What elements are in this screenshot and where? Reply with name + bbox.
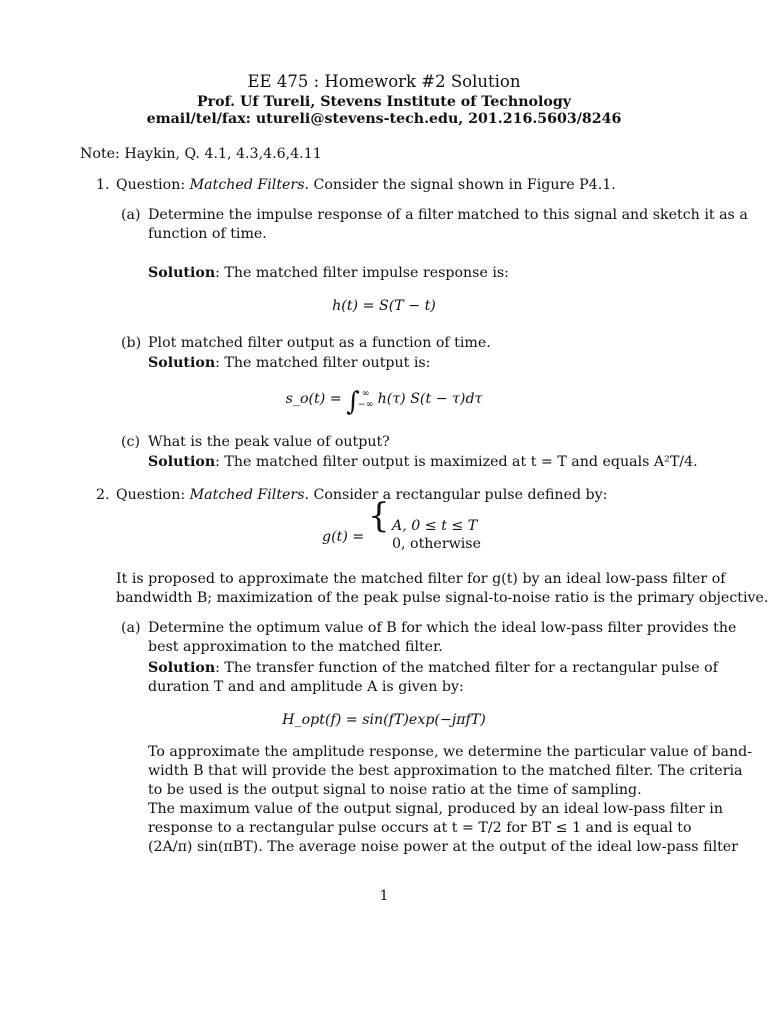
note-line: Note: Haykin, Q. 4.1, 4.3,4.6,4.11 [80, 146, 322, 162]
case-1: A, 0 ≤ t ≤ T [392, 518, 478, 534]
q2a-solution-line2: duration T and and amplitude A is given by: [148, 679, 464, 695]
q2a-equation: H_opt(f) = sin(fT)exp(−jπfT) [282, 712, 486, 728]
q2-lead: Question: [116, 487, 190, 503]
q2-number: 2. [96, 487, 110, 503]
q2-topic: Matched Filters. [189, 487, 310, 503]
q1-lead: Question: [116, 177, 190, 193]
integral-sign: ∫ [346, 387, 360, 417]
q1b-solution-label: Solution [148, 355, 216, 371]
q1b-solution-text: : The matched filter output is: [215, 355, 431, 371]
page-number: 1 [379, 888, 389, 904]
q1b-label: (b) [121, 335, 142, 351]
q1c-solution-label: Solution [148, 454, 216, 470]
integral-upper-limit: ∞ [361, 388, 370, 399]
q2a-solution [148, 659, 718, 678]
q2a-p2-line2: response to a rectangular pulse occurs at t = T/2 for BT ≤ 1 and is equal to [148, 820, 692, 836]
q2a-p1-line2: width B that will provide the best approximation to the matched filter. The criteria [148, 763, 743, 779]
q1-text: Consider the signal shown in Figure P4.1. [309, 177, 616, 193]
q1a-line1: Determine the impulse response of a filter matched to this signal and sketch it as a [148, 207, 748, 223]
q1b-eq-rhs: h(τ) S(t − τ)dτ [377, 391, 483, 407]
q1b-equation [0, 387, 768, 417]
q1c-solution-text: : The matched filter output is maximized at t = T and equals A²T/4. [215, 454, 698, 470]
q1a-solution [148, 264, 509, 283]
q2a-p1-line3: to be used is the output signal to noise ratio at the time of sampling. [148, 782, 642, 798]
integral-lower-limit: −∞ [357, 399, 374, 410]
q1a-solution-label: Solution [148, 265, 216, 281]
case-2: 0, otherwise [392, 536, 481, 552]
q1a-line2: function of time. [148, 226, 267, 242]
q1-number: 1. [96, 177, 110, 193]
q1-question [116, 176, 616, 195]
q2-eq-lhs: g(t) = [322, 529, 365, 545]
cases [392, 517, 481, 553]
author-line: Prof. Uf Tureli, Stevens Institute of Technology [196, 94, 572, 110]
q1-topic: Matched Filters. [189, 177, 310, 193]
q1a-equation: h(t) = S(T − t) [332, 298, 436, 314]
q2a-label: (a) [121, 620, 141, 636]
q1b-text: Plot matched filter output as a function of time. [148, 335, 491, 351]
q2a-line1: Determine the optimum value of B for which the ideal low-pass filter provides the [148, 620, 737, 636]
page-title: EE 475 : Homework #2 Solution [247, 72, 521, 91]
q1c-solution [148, 453, 698, 472]
q2-piecewise [368, 496, 498, 557]
q1c-text: What is the peak value of output? [148, 434, 390, 450]
q1a-label: (a) [121, 207, 141, 223]
q2a-solution-line1: : The transfer function of the matched filter for a rectangular pulse of [215, 660, 718, 676]
q1b-eq-lhs: s_o(t) = [285, 391, 347, 407]
q2a-p2-line3: (2A/π) sin(πBT). The average noise power at the output of the ideal low-pass filter [148, 839, 738, 855]
left-brace: { [368, 496, 390, 536]
contact-line: email/tel/fax: utureli@stevens-tech.edu, 201.216.5603/8246 [146, 111, 622, 127]
q2-text: Consider a rectangular pulse defined by: [309, 487, 608, 503]
q2a-solution-label: Solution [148, 660, 216, 676]
q2-intro-line1: It is proposed to approximate the matched filter for g(t) by an ideal low-pass filter of [116, 571, 726, 587]
integral-limits [358, 388, 374, 410]
q2-question [116, 486, 607, 505]
q2a-p1-line1: To approximate the amplitude response, we determine the particular value of band- [148, 744, 752, 760]
q2a-p2-line1: The maximum value of the output signal, produced by an ideal low-pass filter in [148, 801, 723, 817]
q2a-line2: best approximation to the matched filter. [148, 639, 443, 655]
q2-intro-line2: bandwidth B; maximization of the peak pulse signal-to-noise ratio is the primary objective. [116, 590, 768, 606]
q1a-solution-text: : The matched filter impulse response is: [215, 265, 509, 281]
q1c-label: (c) [121, 434, 141, 450]
q1b-solution [148, 354, 430, 373]
